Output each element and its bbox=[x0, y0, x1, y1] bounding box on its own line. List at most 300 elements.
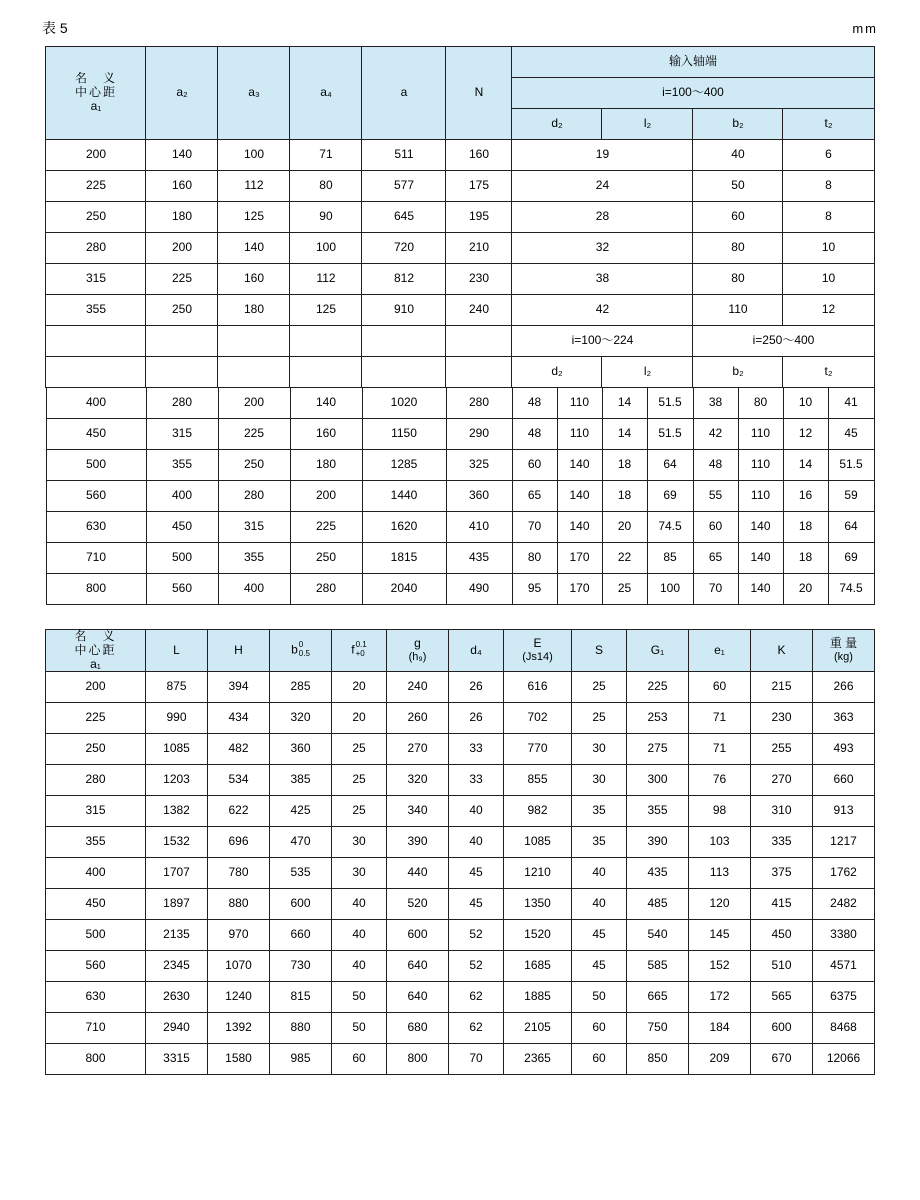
cell-d4: 70 bbox=[449, 1044, 504, 1075]
cell-b: 730 bbox=[270, 951, 332, 982]
cell-a1: 500 bbox=[46, 920, 146, 951]
cell-N: 280 bbox=[446, 388, 512, 419]
cell-a2: 500 bbox=[146, 543, 218, 574]
cell-weight: 8468 bbox=[813, 1013, 875, 1044]
cell-d2-high: 55 bbox=[693, 481, 738, 512]
table2-header-row bbox=[46, 630, 875, 672]
table-row bbox=[46, 574, 874, 605]
table1-header-row-1 bbox=[46, 47, 874, 78]
cell-weight: 12066 bbox=[813, 1044, 875, 1075]
cell-N: 230 bbox=[446, 264, 512, 295]
cell-a: 511 bbox=[362, 140, 446, 171]
table-row bbox=[46, 1044, 875, 1075]
header-a3: a₃ bbox=[218, 47, 290, 140]
cell-N: 240 bbox=[446, 295, 512, 326]
cell-a3: 355 bbox=[218, 543, 290, 574]
cell-e1: 120 bbox=[689, 889, 751, 920]
cell-d4: 40 bbox=[449, 827, 504, 858]
cell-weight: 913 bbox=[813, 796, 875, 827]
header-b: b 0 0.5 bbox=[270, 630, 332, 672]
cell-l2-high: 140 bbox=[738, 543, 783, 574]
cell-g: 240 bbox=[387, 672, 449, 703]
cell-e1: 103 bbox=[689, 827, 751, 858]
cell-l2: 60 bbox=[693, 202, 783, 233]
cell-b2-low: 22 bbox=[602, 543, 647, 574]
cell-l2-low: 170 bbox=[557, 574, 602, 605]
table-row bbox=[46, 703, 875, 734]
cell-g: 440 bbox=[387, 858, 449, 889]
cell-b2: 12 bbox=[783, 295, 874, 326]
cell-a2: 560 bbox=[146, 574, 218, 605]
table-row bbox=[46, 951, 875, 982]
cell-a3: 250 bbox=[218, 450, 290, 481]
cell-H: 1240 bbox=[208, 982, 270, 1013]
cell-weight: 493 bbox=[813, 734, 875, 765]
cell-L: 1203 bbox=[146, 765, 208, 796]
cell-N: 435 bbox=[446, 543, 512, 574]
cell-t2-high: 64 bbox=[828, 512, 874, 543]
cell-a4: 71 bbox=[290, 140, 362, 171]
cell-a2: 160 bbox=[146, 171, 218, 202]
cell-H: 1392 bbox=[208, 1013, 270, 1044]
cell-d2: 19 bbox=[512, 140, 693, 171]
cell-H: 1580 bbox=[208, 1044, 270, 1075]
cell-N: 360 bbox=[446, 481, 512, 512]
blank-cell bbox=[218, 357, 290, 388]
cell-d2-high: 65 bbox=[693, 543, 738, 574]
cell-d2-low: 48 bbox=[512, 388, 557, 419]
header-a4: a₄ bbox=[290, 47, 362, 140]
cell-e1: 184 bbox=[689, 1013, 751, 1044]
cell-a4: 80 bbox=[290, 171, 362, 202]
table-row bbox=[46, 171, 874, 202]
cell-f: 40 bbox=[332, 951, 387, 982]
cell-H: 696 bbox=[208, 827, 270, 858]
cell-N: 290 bbox=[446, 419, 512, 450]
header-a: a bbox=[362, 47, 446, 140]
cell-a3: 140 bbox=[218, 233, 290, 264]
cell-a1: 450 bbox=[46, 889, 146, 920]
cell-weight: 660 bbox=[813, 765, 875, 796]
table-label: 表 5 bbox=[42, 20, 68, 36]
header-t2-low: t₂ bbox=[783, 357, 874, 388]
cell-E: 2105 bbox=[504, 1013, 572, 1044]
cell-b2-high: 20 bbox=[783, 574, 828, 605]
cell-l2: 110 bbox=[693, 295, 783, 326]
cell-g: 260 bbox=[387, 703, 449, 734]
cell-b2-high: 18 bbox=[783, 543, 828, 574]
cell-K: 310 bbox=[751, 796, 813, 827]
cell-a1: 450 bbox=[46, 419, 146, 450]
cell-S: 50 bbox=[572, 982, 627, 1013]
cell-l2-low: 140 bbox=[557, 450, 602, 481]
cell-b2: 8 bbox=[783, 202, 874, 233]
cell-a2: 180 bbox=[146, 202, 218, 233]
header-b2: b₂ bbox=[693, 109, 783, 140]
cell-a4: 250 bbox=[290, 543, 362, 574]
header-ratio-high: i=250～400 bbox=[693, 326, 874, 357]
cell-a4: 140 bbox=[290, 388, 362, 419]
cell-d4: 33 bbox=[449, 734, 504, 765]
table-row bbox=[46, 920, 875, 951]
cell-E: 1210 bbox=[504, 858, 572, 889]
cell-E: 855 bbox=[504, 765, 572, 796]
header-ratio-all: i=100～400 bbox=[512, 78, 874, 109]
header-g: g (h₉) bbox=[387, 630, 449, 672]
cell-f: 40 bbox=[332, 889, 387, 920]
cell-t2-low: 85 bbox=[647, 543, 693, 574]
header-S: S bbox=[572, 630, 627, 672]
cell-a: 1150 bbox=[362, 419, 446, 450]
cell-d2: 32 bbox=[512, 233, 693, 264]
cell-g: 270 bbox=[387, 734, 449, 765]
unit-label: mm bbox=[852, 21, 878, 36]
cell-a3: 100 bbox=[218, 140, 290, 171]
cell-E: 770 bbox=[504, 734, 572, 765]
cell-l2: 40 bbox=[693, 140, 783, 171]
header-E: E (Js14) bbox=[504, 630, 572, 672]
cell-a1: 800 bbox=[46, 1044, 146, 1075]
cell-b: 600 bbox=[270, 889, 332, 920]
cell-L: 1897 bbox=[146, 889, 208, 920]
cell-G1: 585 bbox=[627, 951, 689, 982]
cell-f: 50 bbox=[332, 1013, 387, 1044]
table-row bbox=[46, 796, 875, 827]
cell-N: 490 bbox=[446, 574, 512, 605]
cell-H: 534 bbox=[208, 765, 270, 796]
cell-b2-high: 12 bbox=[783, 419, 828, 450]
cell-d4: 52 bbox=[449, 951, 504, 982]
cell-a1: 355 bbox=[46, 295, 146, 326]
cell-e1: 113 bbox=[689, 858, 751, 889]
dimensions-table-2 bbox=[45, 629, 875, 1075]
cell-a4: 200 bbox=[290, 481, 362, 512]
table-row bbox=[46, 734, 875, 765]
cell-e1: 98 bbox=[689, 796, 751, 827]
cell-l2-low: 140 bbox=[557, 481, 602, 512]
cell-a: 1285 bbox=[362, 450, 446, 481]
cell-b2-low: 25 bbox=[602, 574, 647, 605]
blank-cell bbox=[46, 326, 146, 357]
cell-b2: 8 bbox=[783, 171, 874, 202]
cell-S: 35 bbox=[572, 796, 627, 827]
cell-l2-low: 140 bbox=[557, 512, 602, 543]
header-e1: e₁ bbox=[689, 630, 751, 672]
cell-a4: 100 bbox=[290, 233, 362, 264]
cell-l2-high: 140 bbox=[738, 512, 783, 543]
cell-H: 1070 bbox=[208, 951, 270, 982]
cell-t2-high: 45 bbox=[828, 419, 874, 450]
header-l2-low: l₂ bbox=[602, 357, 693, 388]
cell-d4: 26 bbox=[449, 672, 504, 703]
cell-a2: 225 bbox=[146, 264, 218, 295]
blank-cell bbox=[446, 326, 512, 357]
cell-b: 470 bbox=[270, 827, 332, 858]
table-row bbox=[46, 295, 874, 326]
blank-cell bbox=[362, 326, 446, 357]
table-row bbox=[46, 889, 875, 920]
cell-S: 60 bbox=[572, 1044, 627, 1075]
cell-g: 320 bbox=[387, 765, 449, 796]
cell-K: 255 bbox=[751, 734, 813, 765]
dimensions-table-1-lower bbox=[46, 387, 875, 605]
cell-S: 35 bbox=[572, 827, 627, 858]
cell-f: 20 bbox=[332, 672, 387, 703]
cell-a1: 200 bbox=[46, 672, 146, 703]
table-row bbox=[46, 140, 874, 171]
cell-a3: 112 bbox=[218, 171, 290, 202]
cell-H: 482 bbox=[208, 734, 270, 765]
cell-a4: 280 bbox=[290, 574, 362, 605]
cell-E: 1520 bbox=[504, 920, 572, 951]
cell-L: 2135 bbox=[146, 920, 208, 951]
cell-d2-low: 65 bbox=[512, 481, 557, 512]
header-input-shaft: 输入轴端 bbox=[512, 47, 874, 78]
cell-H: 394 bbox=[208, 672, 270, 703]
cell-a: 1440 bbox=[362, 481, 446, 512]
cell-b: 815 bbox=[270, 982, 332, 1013]
cell-G1: 390 bbox=[627, 827, 689, 858]
blank-cell bbox=[146, 357, 218, 388]
table-row bbox=[46, 858, 875, 889]
header-weight: 重 量 (kg) bbox=[813, 630, 875, 672]
cell-b2: 10 bbox=[783, 233, 874, 264]
header-d4: d₄ bbox=[449, 630, 504, 672]
table-row bbox=[46, 827, 875, 858]
table-row bbox=[46, 481, 874, 512]
cell-a4: 160 bbox=[290, 419, 362, 450]
header-name-center-distance: 名 义 中心距 a₁ bbox=[46, 47, 146, 140]
cell-d4: 26 bbox=[449, 703, 504, 734]
cell-d2-high: 70 bbox=[693, 574, 738, 605]
cell-K: 565 bbox=[751, 982, 813, 1013]
cell-H: 622 bbox=[208, 796, 270, 827]
cell-t2-high: 59 bbox=[828, 481, 874, 512]
cell-a3: 200 bbox=[218, 388, 290, 419]
cell-b2-high: 10 bbox=[783, 388, 828, 419]
cell-a3: 225 bbox=[218, 419, 290, 450]
header-t2: t₂ bbox=[783, 109, 874, 140]
cell-E: 1350 bbox=[504, 889, 572, 920]
cell-t2-low: 100 bbox=[647, 574, 693, 605]
cell-b2-low: 18 bbox=[602, 481, 647, 512]
cell-f: 30 bbox=[332, 858, 387, 889]
header-G1: G₁ bbox=[627, 630, 689, 672]
cell-l2-high: 140 bbox=[738, 574, 783, 605]
cell-G1: 850 bbox=[627, 1044, 689, 1075]
cell-N: 410 bbox=[446, 512, 512, 543]
cell-g: 390 bbox=[387, 827, 449, 858]
cell-H: 880 bbox=[208, 889, 270, 920]
cell-a: 1620 bbox=[362, 512, 446, 543]
cell-G1: 435 bbox=[627, 858, 689, 889]
cell-e1: 71 bbox=[689, 734, 751, 765]
cell-S: 25 bbox=[572, 703, 627, 734]
cell-K: 230 bbox=[751, 703, 813, 734]
cell-l2: 50 bbox=[693, 171, 783, 202]
cell-L: 3315 bbox=[146, 1044, 208, 1075]
cell-K: 600 bbox=[751, 1013, 813, 1044]
cell-a1: 710 bbox=[46, 1013, 146, 1044]
cell-l2-low: 110 bbox=[557, 388, 602, 419]
cell-t2-low: 74.5 bbox=[647, 512, 693, 543]
cell-weight: 266 bbox=[813, 672, 875, 703]
header-b2-low: b₂ bbox=[693, 357, 783, 388]
cell-a2: 140 bbox=[146, 140, 218, 171]
cell-a1: 560 bbox=[46, 951, 146, 982]
header-ratio-low: i=100～224 bbox=[512, 326, 693, 357]
cell-t2-low: 51.5 bbox=[647, 419, 693, 450]
cell-g: 340 bbox=[387, 796, 449, 827]
blank-cell bbox=[446, 357, 512, 388]
cell-a1: 250 bbox=[46, 734, 146, 765]
blank-cell bbox=[46, 357, 146, 388]
cell-b2-low: 18 bbox=[602, 450, 647, 481]
cell-d2-low: 60 bbox=[512, 450, 557, 481]
table-row bbox=[46, 512, 874, 543]
cell-G1: 253 bbox=[627, 703, 689, 734]
cell-d2: 42 bbox=[512, 295, 693, 326]
table-row bbox=[46, 202, 874, 233]
cell-d4: 52 bbox=[449, 920, 504, 951]
cell-a: 1815 bbox=[362, 543, 446, 574]
cell-d2-low: 80 bbox=[512, 543, 557, 574]
cell-t2-high: 69 bbox=[828, 543, 874, 574]
header-K: K bbox=[751, 630, 813, 672]
cell-G1: 355 bbox=[627, 796, 689, 827]
table-row bbox=[46, 1013, 875, 1044]
cell-l2: 80 bbox=[693, 264, 783, 295]
cell-t2-low: 51.5 bbox=[647, 388, 693, 419]
cell-a: 910 bbox=[362, 295, 446, 326]
cell-K: 270 bbox=[751, 765, 813, 796]
cell-b2: 10 bbox=[783, 264, 874, 295]
cell-a1: 315 bbox=[46, 264, 146, 295]
cell-L: 1085 bbox=[146, 734, 208, 765]
table-row bbox=[46, 450, 874, 481]
header-d2-low: d₂ bbox=[512, 357, 602, 388]
cell-b2-high: 14 bbox=[783, 450, 828, 481]
cell-f: 40 bbox=[332, 920, 387, 951]
cell-weight: 6375 bbox=[813, 982, 875, 1013]
header-H: H bbox=[208, 630, 270, 672]
cell-a2: 400 bbox=[146, 481, 218, 512]
cell-l2-high: 110 bbox=[738, 419, 783, 450]
table2-wrapper bbox=[30, 629, 890, 1075]
cell-a3: 280 bbox=[218, 481, 290, 512]
cell-t2-low: 69 bbox=[647, 481, 693, 512]
cell-weight: 1217 bbox=[813, 827, 875, 858]
cell-a1: 630 bbox=[46, 512, 146, 543]
cell-d4: 62 bbox=[449, 1013, 504, 1044]
cell-a: 2040 bbox=[362, 574, 446, 605]
blank-cell bbox=[362, 357, 446, 388]
cell-a3: 125 bbox=[218, 202, 290, 233]
cell-a: 1020 bbox=[362, 388, 446, 419]
cell-d2-low: 95 bbox=[512, 574, 557, 605]
cell-a3: 315 bbox=[218, 512, 290, 543]
cell-a1: 280 bbox=[46, 765, 146, 796]
cell-a1: 250 bbox=[46, 202, 146, 233]
cell-L: 875 bbox=[146, 672, 208, 703]
cell-d4: 45 bbox=[449, 889, 504, 920]
cell-a: 812 bbox=[362, 264, 446, 295]
cell-N: 160 bbox=[446, 140, 512, 171]
cell-a1: 500 bbox=[46, 450, 146, 481]
cell-d2-high: 60 bbox=[693, 512, 738, 543]
cell-d2-high: 42 bbox=[693, 419, 738, 450]
cell-N: 195 bbox=[446, 202, 512, 233]
cell-a1: 280 bbox=[46, 233, 146, 264]
cell-t2-low: 64 bbox=[647, 450, 693, 481]
cell-S: 45 bbox=[572, 951, 627, 982]
cell-e1: 145 bbox=[689, 920, 751, 951]
cell-e1: 209 bbox=[689, 1044, 751, 1075]
cell-G1: 540 bbox=[627, 920, 689, 951]
cell-a: 645 bbox=[362, 202, 446, 233]
table-row bbox=[46, 543, 874, 574]
cell-b2-low: 20 bbox=[602, 512, 647, 543]
cell-a1: 630 bbox=[46, 982, 146, 1013]
cell-l2-high: 110 bbox=[738, 481, 783, 512]
cell-d4: 33 bbox=[449, 765, 504, 796]
cell-a1: 225 bbox=[46, 703, 146, 734]
cell-l2-high: 110 bbox=[738, 450, 783, 481]
cell-f: 25 bbox=[332, 734, 387, 765]
cell-b2-high: 18 bbox=[783, 512, 828, 543]
cell-e1: 60 bbox=[689, 672, 751, 703]
cell-H: 970 bbox=[208, 920, 270, 951]
cell-a2: 355 bbox=[146, 450, 218, 481]
cell-G1: 750 bbox=[627, 1013, 689, 1044]
table-row bbox=[46, 672, 875, 703]
cell-d2-low: 48 bbox=[512, 419, 557, 450]
cell-a2: 450 bbox=[146, 512, 218, 543]
cell-a4: 112 bbox=[290, 264, 362, 295]
cell-t2-high: 51.5 bbox=[828, 450, 874, 481]
cell-e1: 172 bbox=[689, 982, 751, 1013]
cell-g: 520 bbox=[387, 889, 449, 920]
cell-d2: 28 bbox=[512, 202, 693, 233]
cell-a: 720 bbox=[362, 233, 446, 264]
header-d2: d₂ bbox=[512, 109, 602, 140]
cell-E: 1885 bbox=[504, 982, 572, 1013]
cell-H: 434 bbox=[208, 703, 270, 734]
cell-l2-low: 170 bbox=[557, 543, 602, 574]
cell-weight: 1762 bbox=[813, 858, 875, 889]
cell-E: 1685 bbox=[504, 951, 572, 982]
blank-cell bbox=[146, 326, 218, 357]
cell-f: 60 bbox=[332, 1044, 387, 1075]
cell-K: 335 bbox=[751, 827, 813, 858]
cell-b: 385 bbox=[270, 765, 332, 796]
cell-b: 880 bbox=[270, 1013, 332, 1044]
cell-f: 25 bbox=[332, 765, 387, 796]
cell-L: 990 bbox=[146, 703, 208, 734]
cell-f: 50 bbox=[332, 982, 387, 1013]
cell-e1: 152 bbox=[689, 951, 751, 982]
cell-a4: 125 bbox=[290, 295, 362, 326]
cell-K: 215 bbox=[751, 672, 813, 703]
table-row bbox=[46, 419, 874, 450]
cell-a1: 400 bbox=[46, 858, 146, 889]
cell-a1: 200 bbox=[46, 140, 146, 171]
cell-N: 175 bbox=[446, 171, 512, 202]
cell-L: 1382 bbox=[146, 796, 208, 827]
table-row bbox=[46, 264, 874, 295]
cell-S: 30 bbox=[572, 765, 627, 796]
cell-a4: 180 bbox=[290, 450, 362, 481]
